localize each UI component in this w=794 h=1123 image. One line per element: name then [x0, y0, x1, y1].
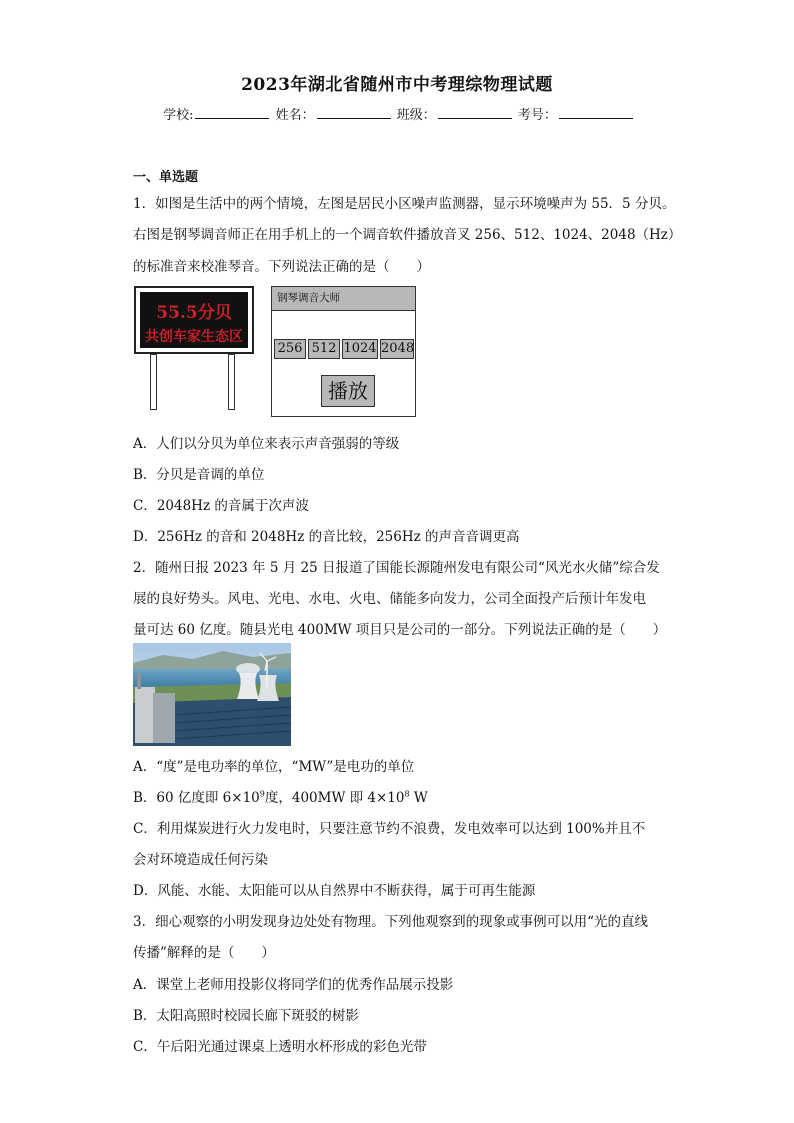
sign-pole-right — [228, 354, 235, 410]
q1-line-3: 的标准音来校准琴音。下列说法正确的是（ ） — [133, 259, 430, 275]
exam-number-label: 考号： — [517, 108, 557, 123]
q2-option-b-part2: 度，400MW 即 4×10 — [264, 790, 405, 806]
noise-monitor-sign — [134, 286, 254, 354]
q2-option-d: D．风能、水能、太阳能可以从自然界中不断获得，属于可再生能源 — [133, 883, 536, 899]
sign-pole-left — [150, 354, 157, 410]
freq-button-256[interactable]: 256 — [274, 339, 306, 359]
q2-option-a: A．“度”是电功率的单位，“MW”是电功的单位 — [133, 759, 415, 775]
q3-line-2: 传播”解释的是（ ） — [133, 945, 275, 961]
section-title: 一、单选题 — [133, 170, 199, 185]
q2-line-3: 量可达 60 亿度。随县光电 400MW 项目只是公司的一部分。下列说法正确的是（ ） — [133, 622, 667, 638]
q1-line-1: 1．如图是生活中的两个情境，左图是居民小区噪声监测器，显示环境噪声为 55．5 分贝。 — [133, 196, 676, 212]
q2-option-b-part3: W — [409, 790, 428, 806]
q1-option-b: B．分贝是音调的单位 — [133, 467, 265, 483]
q3-option-c: C．午后阳光通过课桌上透明水杯形成的彩色光带 — [133, 1039, 427, 1055]
q2-option-c-line-2: 会对环境造成任何污染 — [133, 852, 268, 868]
q1-option-d: D．256Hz 的音和 2048Hz 的音比较，256Hz 的声音音调更高 — [133, 529, 520, 545]
q2-option-b-exponent1: 9 — [259, 789, 265, 799]
noise-monitor-display — [140, 292, 248, 348]
freq-button-512[interactable]: 512 — [308, 339, 340, 359]
student-info-line — [0, 104, 794, 123]
q2-option-c-line-1: C．利用煤炭进行火力发电时，只要注意节约不浪费，发电效率可以达到 100%并且不 — [133, 821, 646, 837]
q1-figure — [134, 286, 418, 418]
power-plant-photo — [133, 643, 291, 746]
page-title: 2023年湖北省随州市中考理综物理试题 — [241, 75, 553, 95]
noise-reading: 55.5分贝 — [156, 303, 232, 323]
school-label: 学校: — [163, 108, 194, 123]
tuner-app-window — [271, 286, 416, 417]
power-plant-image — [133, 643, 291, 746]
q3-option-a: A．课堂上老师用投影仪将同学们的优秀作品展示投影 — [133, 977, 454, 993]
community-slogan: 共创车家生态区 — [145, 329, 243, 345]
name-label: 姓名： — [275, 108, 315, 123]
tuner-app-title: 钢琴调音大师 — [272, 287, 415, 311]
q1-option-a: A．人们以分贝为单位来表示声音强弱的等级 — [133, 436, 400, 452]
play-button[interactable]: 播放 — [321, 375, 375, 407]
freq-button-1024[interactable]: 1024 — [342, 339, 378, 359]
q2-option-b-exponent2: 8 — [404, 789, 410, 799]
school-blank — [195, 106, 269, 119]
q1-line-2: 右图是钢琴调音师正在用手机上的一个调音软件播放音叉 256、512、1024、2048（Hz） — [133, 227, 682, 243]
q3-option-b: B．太阳高照时校园长廊下斑驳的树影 — [133, 1008, 359, 1024]
q2-line-1: 2．随州日报 2023 年 5 月 25 日报道了国能长源随州发电有限公司“风光水火储”综合发 — [133, 560, 660, 576]
name-blank — [317, 106, 391, 119]
exam-number-blank — [559, 106, 633, 119]
q2-line-2: 展的良好势头。风电、光电、水电、火电、储能多向发力，公司全面投产后预计年发电 — [133, 591, 646, 607]
class-label: 班级： — [396, 108, 436, 123]
q2-option-b-part1: B．60 亿度即 6×10 — [133, 790, 260, 806]
q2-option-b — [133, 786, 428, 806]
freq-button-2048[interactable]: 2048 — [380, 339, 414, 359]
class-blank — [438, 106, 512, 119]
q1-option-c: C．2048Hz 的音属于次声波 — [133, 498, 309, 514]
q3-line-1: 3．细心观察的小明发现身边处处有物理。下列他观察到的现象或事例可以用“光的直线 — [133, 914, 648, 930]
